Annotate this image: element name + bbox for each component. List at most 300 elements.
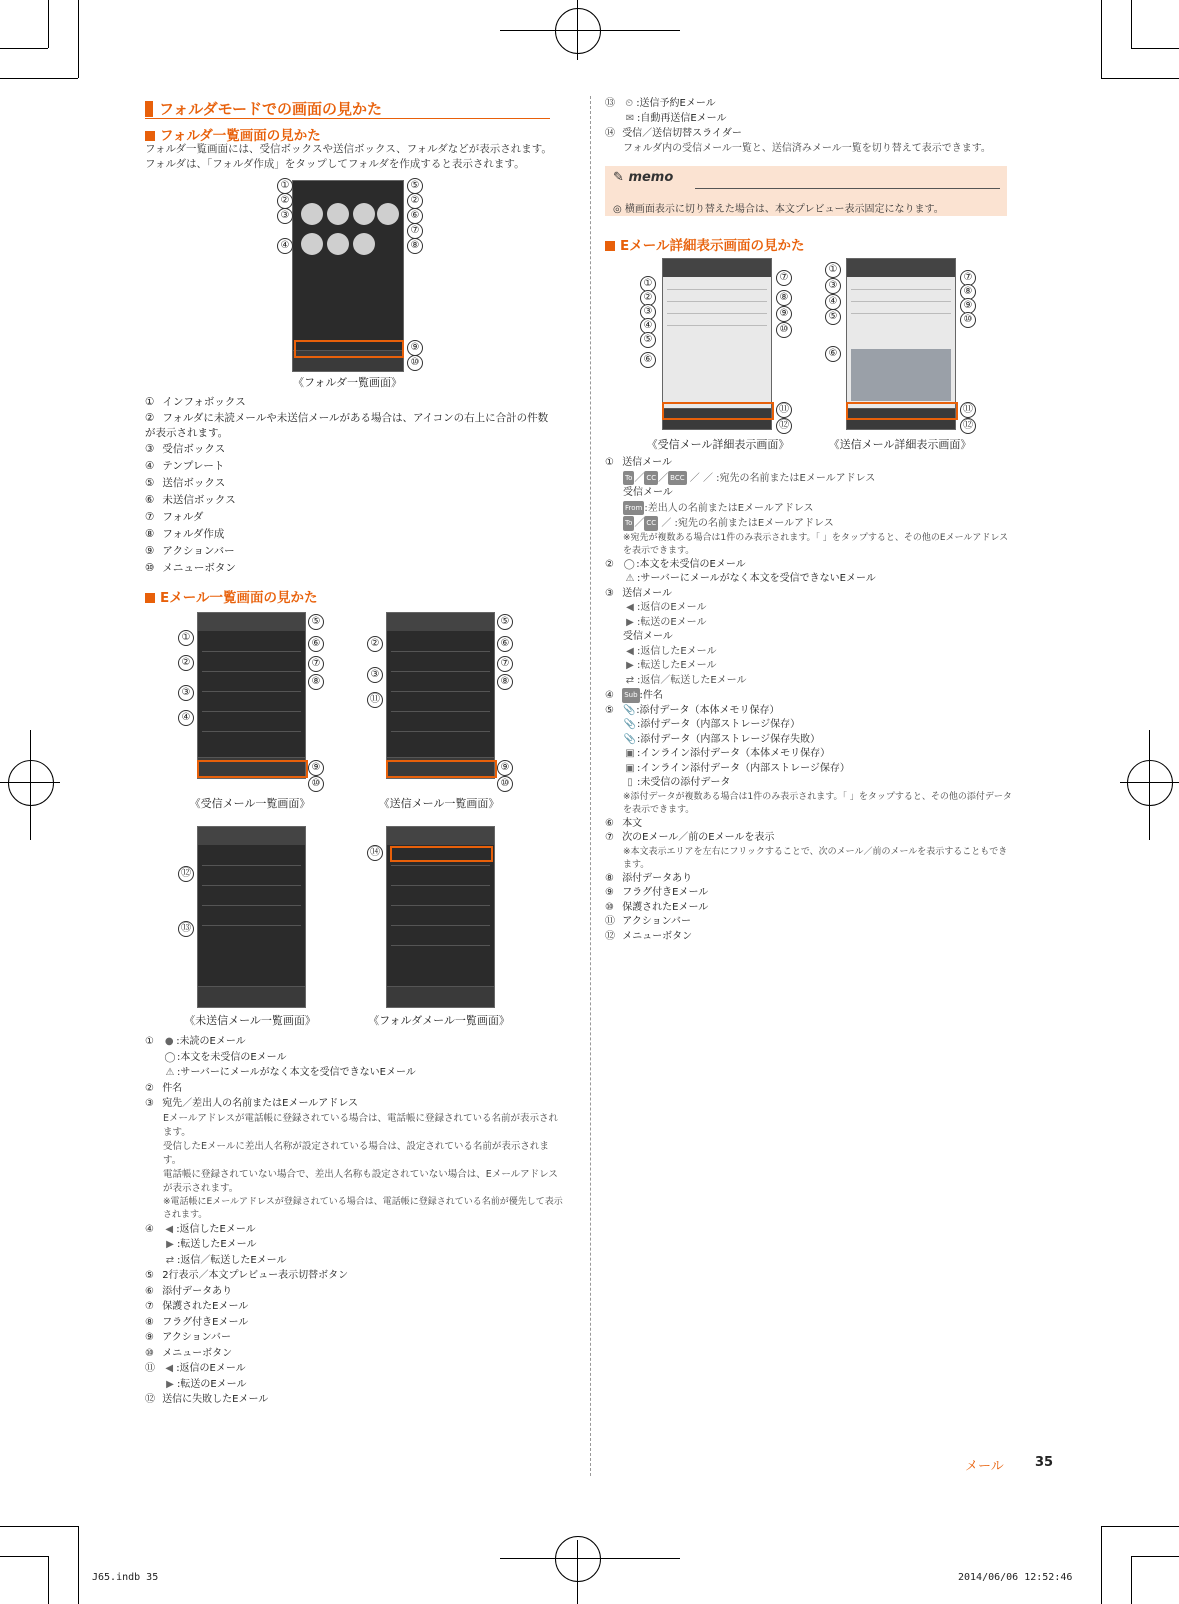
warning-icon: ⚠ — [625, 573, 635, 584]
callout-number: ⑩ — [308, 776, 324, 792]
list-row — [202, 925, 301, 926]
right-top-legend — [605, 96, 1015, 156]
reply-icon: ◀ — [626, 645, 634, 657]
legend-number: ⑪ — [605, 916, 615, 927]
legend-number: ③ — [145, 443, 155, 455]
warning-icon: ⚠ — [165, 1067, 175, 1078]
legend-item — [145, 1284, 565, 1300]
reply-icon: ◀ — [626, 602, 634, 613]
inline-attachment-storage-icon: ▣ — [625, 762, 635, 774]
legend-item — [145, 1361, 565, 1377]
screen-header — [198, 827, 305, 845]
not-received-icon: ◯ — [623, 558, 635, 570]
crop-mark — [1101, 1526, 1102, 1604]
callout-number: ⑤ — [497, 614, 513, 630]
legend-number: ⑩ — [145, 1347, 154, 1359]
legend-text: アクションバー — [162, 545, 235, 557]
reply-forward-icon: ⇄ — [165, 1254, 175, 1266]
callout-number: ⑤ — [308, 614, 324, 630]
list-row — [202, 905, 301, 906]
legend-item — [605, 901, 1015, 916]
legend-number: ② — [145, 412, 155, 424]
legend-number: ⑫ — [145, 1394, 155, 1405]
legend-item — [605, 817, 1015, 832]
callout-number: ⑬ — [178, 921, 194, 937]
legend-text: メニューボタン — [162, 562, 236, 574]
list-row — [202, 731, 301, 732]
legend-item — [145, 509, 555, 526]
legend-subline — [145, 1237, 565, 1253]
legend-number: ⑦ — [605, 832, 614, 843]
detail-row — [667, 289, 767, 290]
registration-line — [577, 1540, 578, 1604]
legend-text: :返信したEメール — [176, 1223, 256, 1235]
legend-text: フォルダに未読メールや未送信メールがある場合は、アイコンの右上に合計の件数が表示されます。 — [145, 412, 549, 439]
crop-mark — [1131, 1556, 1179, 1557]
detail-row — [667, 325, 767, 326]
legend-text: :返信のEメール — [637, 602, 707, 613]
list-row — [391, 905, 490, 906]
list-row — [391, 945, 490, 946]
legend-item — [605, 872, 1015, 887]
callout-number: ⑥ — [640, 352, 656, 368]
inline-attachment-icon: ▣ — [625, 748, 635, 759]
not-received-icon: ◯ — [164, 1051, 176, 1063]
forward-icon: ▶ — [166, 1378, 174, 1390]
legend-subline — [145, 1112, 565, 1222]
folder-icon — [327, 233, 349, 255]
screen-header — [198, 613, 305, 631]
callout-number: ① — [178, 630, 194, 646]
legend-text: 添付データあり — [622, 872, 693, 884]
folder-list-legend — [145, 394, 555, 577]
legend-text: :サーバーにメールがなく本文を受信できないEメール — [177, 1067, 416, 1078]
section-bar — [145, 101, 153, 117]
legend-number: ⑦ — [145, 511, 155, 523]
legend-text: インフォボックス — [162, 396, 246, 408]
bcc-badge: BCC — [668, 471, 686, 486]
screen-header — [387, 613, 494, 631]
page-number: 35 — [1035, 1455, 1054, 1470]
legend-number: ⑥ — [605, 817, 614, 829]
legend-item — [145, 441, 555, 458]
legend-item — [605, 96, 1015, 111]
legend-subtext: 電話帳に登録されていない場合で、差出人名称も設定されていない場合は、Eメールアドレスが表示されます。 — [163, 1168, 558, 1194]
legend-text: アクションバー — [622, 916, 691, 927]
cc-badge: CC — [644, 516, 658, 531]
callout-number: ② — [640, 290, 656, 306]
legend-text: :返信／転送したEメール — [177, 1254, 287, 1266]
crop-mark — [1131, 48, 1179, 49]
legend-text: 未送信ボックス — [162, 494, 236, 506]
legend-number: ④ — [145, 460, 155, 472]
memo-label — [613, 170, 673, 185]
legend-text: :差出人の名前またはEメールアドレス — [644, 502, 814, 514]
figure-caption: 《受信メール一覧画面》 — [189, 797, 311, 810]
callout-number: ⑧ — [407, 238, 423, 254]
callout-number: ④ — [178, 710, 194, 726]
reply-forward-icon: ⇄ — [625, 674, 635, 686]
callout-number: ⑤ — [825, 309, 841, 325]
legend-number: ① — [145, 1036, 154, 1047]
legend-text: 送信に失敗したEメール — [162, 1394, 269, 1405]
legend-number: ⑦ — [145, 1301, 154, 1312]
legend-text: 送信メール — [622, 587, 672, 599]
legend-text: :サーバーにメールがなく本文を受信できないEメール — [637, 573, 876, 584]
to-badge: To — [623, 516, 634, 531]
legend-item — [605, 704, 1015, 719]
legend-item — [605, 886, 1015, 901]
registration-line — [1149, 730, 1150, 840]
callout-number: ⑨ — [776, 306, 792, 322]
legend-text: フラグ付きEメール — [622, 887, 709, 898]
legend-text: :返信のEメール — [176, 1363, 246, 1374]
detail-row — [851, 301, 951, 302]
legend-item — [145, 1096, 565, 1112]
callout-number: ⑨ — [960, 298, 976, 314]
auto-resend-icon: ✉ — [625, 113, 635, 124]
figure-caption: 《フォルダメール一覧画面》 — [368, 1014, 510, 1027]
chapter-label: メール — [965, 1459, 1004, 1474]
crop-mark — [48, 1556, 49, 1604]
legend-text: 宛先／差出人の名前またはEメールアドレス — [162, 1098, 359, 1109]
callout-number: ③ — [367, 667, 383, 683]
legend-text: :転送のEメール — [177, 1378, 247, 1390]
legend-text: :件名 — [639, 690, 663, 701]
legend-number: ⑧ — [145, 1316, 154, 1328]
legend-item — [145, 492, 555, 509]
detail-row — [851, 289, 951, 290]
legend-note: ※添付データが複数ある場合は1件のみ表示されます。「 」をタップすると、その他の添付データを表示できます。 — [623, 791, 1012, 815]
legend-text: :添付データ（本体メモリ保存） — [636, 704, 780, 716]
legend-number: ⑩ — [605, 901, 614, 913]
legend-item — [145, 1299, 565, 1315]
legend-item — [605, 126, 1015, 141]
callout-number: ⑦ — [407, 223, 423, 239]
legend-subline — [605, 616, 1015, 631]
legend-subline — [145, 1065, 565, 1081]
legend-item — [145, 394, 555, 411]
callout-number: ⑪ — [776, 402, 792, 418]
legend-item — [145, 458, 555, 475]
legend-text: :添付データ（内部ストレージ保存失敗） — [637, 733, 821, 745]
callout-frame — [662, 402, 774, 420]
legend-item — [605, 558, 1015, 573]
legend-text: 送信ボックス — [162, 477, 226, 489]
callout-number: ⑥ — [497, 636, 513, 652]
crop-mark — [78, 1526, 79, 1604]
callout-number: ③ — [178, 685, 194, 701]
folder-list-desc — [145, 142, 555, 172]
legend-item — [605, 587, 1015, 602]
legend-subline — [605, 762, 1015, 777]
cc-badge: CC — [644, 471, 658, 486]
legend-subline — [605, 718, 1015, 733]
crop-mark — [1101, 0, 1102, 78]
detail-title — [605, 234, 804, 254]
callout-number: ⑩ — [497, 776, 513, 792]
attachment-storage-icon: 📎 — [623, 719, 637, 730]
callout-number: ④ — [825, 294, 841, 310]
file-slug: J65.indb 35 — [92, 1572, 159, 1583]
legend-note: ※電話帳にEメールアドレスが登録されている場合は、電話帳に登録されている名前が優先して表示されます。 — [163, 1196, 563, 1220]
legend-text: 保護されたEメール — [622, 901, 709, 913]
folder-create-icon — [353, 233, 375, 255]
unread-icon: ● — [164, 1036, 174, 1047]
figure-caption: 《送信メール詳細表示画面》 — [828, 438, 972, 451]
list-row — [202, 885, 301, 886]
screen-header — [387, 827, 494, 845]
callout-number: ③ — [640, 304, 656, 320]
legend-note: ※宛先が複数ある場合は1件のみ表示されます。「 」をタップすると、その他のEメールアドレスを表示できます。 — [623, 532, 1009, 556]
legend-number: ④ — [145, 1223, 154, 1235]
callout-number: ⑦ — [960, 270, 976, 286]
legend-text: :未受信の添付データ — [637, 777, 731, 788]
legend-subline — [605, 572, 1015, 587]
legend-text: :送信予約Eメール — [636, 98, 716, 109]
legend-text: :添付データ（内部ストレージ保存） — [637, 719, 801, 730]
desc-line: フォルダは、「フォルダ作成」をタップしてフォルダを作成すると表示されます。 — [145, 158, 525, 170]
legend-item — [605, 915, 1015, 930]
column-divider — [590, 96, 591, 1476]
pencil-icon: ✎ — [613, 170, 624, 185]
list-row — [391, 691, 490, 692]
list-row — [202, 691, 301, 692]
list-row — [391, 711, 490, 712]
callout-number: ⑪ — [367, 692, 383, 708]
legend-subline — [605, 111, 1015, 126]
legend-item — [145, 411, 555, 441]
legend-text: :転送のEメール — [637, 616, 707, 628]
inline-image — [851, 349, 951, 401]
list-row — [391, 865, 490, 866]
legend-subline — [605, 733, 1015, 748]
square-bullet — [145, 131, 155, 141]
scheduled-send-icon: ⏲ — [625, 98, 634, 109]
inbox-list-screenshot — [197, 612, 306, 779]
legend-number: ⑬ — [605, 98, 615, 109]
legend-number: ⑪ — [145, 1363, 155, 1374]
crop-mark — [0, 48, 48, 49]
figure-caption: 《送信メール一覧画面》 — [378, 797, 500, 810]
callout-number: ⑦ — [776, 270, 792, 286]
list-row — [202, 711, 301, 712]
callout-number: ⑩ — [960, 312, 976, 328]
crop-mark — [0, 78, 78, 79]
list-row — [202, 651, 301, 652]
legend-item — [145, 1392, 565, 1408]
callout-number: ⑩ — [776, 322, 792, 338]
registration-mark — [1127, 760, 1173, 806]
crop-mark — [0, 1556, 48, 1557]
section-underline — [145, 118, 550, 119]
forward-icon: ▶ — [626, 616, 634, 628]
legend-text: アクションバー — [162, 1332, 231, 1343]
legend-subtext: 受信メール — [623, 631, 673, 642]
callout-number: ⑧ — [497, 674, 513, 690]
legend-text: 件名 — [162, 1082, 183, 1094]
callout-frame — [197, 760, 308, 778]
callout-number: ③ — [825, 278, 841, 294]
callout-number: ② — [178, 655, 194, 671]
callout-number: ⑨ — [308, 760, 324, 776]
legend-note: ※本文表示エリアを左右にフリックすることで、次のメール／前のメールを表示することもできます。 — [623, 846, 1008, 870]
legend-text: :本文を未受信のEメール — [636, 558, 746, 570]
legend-number: ⑤ — [145, 477, 155, 489]
callout-frame — [386, 760, 497, 778]
crop-mark — [78, 0, 79, 78]
legend-number: ⑥ — [145, 494, 155, 506]
legend-text: フォルダ作成 — [162, 528, 225, 540]
legend-number: ⑤ — [605, 704, 614, 716]
forward-icon: ▶ — [626, 660, 634, 671]
legend-subline — [605, 776, 1015, 791]
action-bar — [387, 986, 494, 1007]
screen-header — [847, 259, 955, 277]
unsent-list-screenshot — [197, 826, 306, 1008]
memo-label-text: memo — [628, 170, 674, 185]
legend-text: フォルダ — [162, 511, 204, 523]
legend-number: ① — [605, 457, 614, 468]
legend-subtext: 受信したEメールに差出人名称が設定されている場合は、設定されている名前が表示されます。 — [163, 1140, 549, 1166]
list-row — [391, 925, 490, 926]
legend-subline — [605, 659, 1015, 674]
section-title — [145, 98, 382, 119]
legend-text: :インライン添付データ（内部ストレージ保存） — [637, 762, 850, 774]
detail-row — [667, 313, 767, 314]
registration-mark — [8, 760, 54, 806]
memo-text: ◎ 横画面表示に切り替えた場合は、本文プレビュー表示固定になります。 — [613, 204, 944, 215]
registration-line — [30, 730, 31, 840]
legend-number: ⑥ — [145, 1285, 154, 1297]
legend-number: ⑨ — [145, 1332, 154, 1343]
callout-number: ⑪ — [960, 402, 976, 418]
callout-number: ① — [640, 276, 656, 292]
legend-subline — [605, 747, 1015, 762]
legend-number: ④ — [605, 690, 614, 701]
legend-number: ⑭ — [605, 128, 615, 139]
attachment-failed-icon: 📎 — [623, 733, 637, 745]
callout-number: ⑤ — [640, 332, 656, 348]
legend-number: ③ — [605, 587, 614, 599]
legend-subtext: Eメールアドレスが電話帳に登録されている場合は、電話帳に登録されている名前が表示されます。 — [163, 1112, 559, 1138]
to-badge: To — [623, 471, 634, 486]
folder-list-title — [145, 124, 321, 144]
callout-number: ⑭ — [367, 845, 383, 861]
crop-mark — [1101, 78, 1179, 79]
legend-item — [145, 1315, 565, 1331]
legend-text: メニューボタン — [622, 930, 693, 942]
legend-number: ⑩ — [145, 562, 155, 574]
callout-frame — [294, 340, 404, 358]
legend-number: ① — [145, 396, 155, 408]
legend-text: メニューボタン — [162, 1347, 233, 1359]
legend-subline — [605, 674, 1015, 689]
registration-line — [577, 0, 578, 60]
legend-text: 本文 — [622, 817, 643, 829]
legend-text: :返信したEメール — [637, 645, 717, 657]
crop-mark — [0, 1526, 78, 1527]
legend-item — [145, 543, 555, 560]
legend-text: :転送したEメール — [177, 1239, 257, 1250]
memo-rule — [695, 188, 1000, 189]
legend-item — [605, 688, 1015, 704]
legend-item — [145, 1081, 565, 1097]
registration-mark — [555, 8, 601, 54]
legend-subtext: フォルダ内の受信メール一覧と、送信済みメール一覧を切り替えて表示できます。 — [623, 143, 991, 154]
callout-frame — [846, 402, 958, 420]
legend-subtext: 受信メール — [623, 487, 673, 498]
detail-title-text: Eメール詳細表示画面の見かた — [620, 238, 805, 254]
crop-mark — [1131, 1556, 1132, 1604]
list-row — [391, 885, 490, 886]
legend-number: ⑨ — [145, 545, 155, 557]
callout-number: ⑩ — [407, 355, 423, 371]
legend-number: ③ — [145, 1098, 154, 1109]
legend-subline: To ／ CC ／ :宛先の名前またはEメールアドレス — [625, 518, 834, 529]
email-list-title-text: Eメール一覧画面の見かた — [160, 590, 318, 606]
legend-text: フラグ付きEメール — [162, 1316, 249, 1328]
desc-line: フォルダ一覧画面には、受信ボックスや送信ボックス、フォルダなどが表示されます。 — [145, 143, 552, 155]
legend-subline: To ／ CC ／ BCC ／ ／ :宛先の名前またはEメールアドレス — [625, 472, 876, 484]
square-bullet — [605, 241, 615, 251]
legend-text: 添付データあり — [162, 1285, 233, 1297]
legend-subline — [145, 1253, 565, 1269]
legend-subline — [145, 1050, 565, 1066]
folder-list-title-text: フォルダ一覧画面の見かた — [160, 128, 321, 144]
crop-mark — [1101, 1526, 1179, 1527]
inbox-icon — [327, 203, 349, 225]
registration-line — [500, 1558, 680, 1559]
callout-number: ① — [277, 178, 293, 194]
legend-text: :返信／転送したEメール — [637, 674, 747, 686]
registration-line — [500, 30, 680, 31]
callout-number: ⑦ — [497, 656, 513, 672]
legend-text: :インライン添付データ（本体メモリ保存） — [637, 748, 831, 759]
legend-text: テンプレート — [162, 460, 225, 472]
legend-item — [145, 1034, 565, 1050]
legend-item — [145, 1268, 565, 1284]
legend-item — [605, 456, 1015, 471]
unsent-icon — [377, 203, 399, 225]
legend-text: ／ ／ :宛先の名前またはEメールアドレス — [686, 472, 876, 484]
callout-frame — [390, 846, 493, 862]
legend-text: 2行表示／本文プレビュー表示切替ボタン — [162, 1270, 349, 1281]
legend-subline — [605, 645, 1015, 660]
reply-icon: ◀ — [165, 1363, 174, 1374]
legend-subline — [605, 501, 1015, 517]
detail-row — [667, 301, 767, 302]
infobox-icon — [301, 203, 323, 225]
callout-number: ⑥ — [825, 346, 841, 362]
legend-item — [145, 1330, 565, 1346]
square-bullet — [145, 593, 155, 603]
legend-number: ⑤ — [145, 1270, 154, 1281]
callout-number: ⑫ — [960, 418, 976, 434]
forward-icon: ▶ — [166, 1239, 174, 1250]
list-row — [391, 651, 490, 652]
outbox-icon — [353, 203, 375, 225]
action-bar — [198, 986, 305, 1007]
crop-mark — [1131, 0, 1132, 48]
legend-text: ／ :宛先の名前またはEメールアドレス — [658, 518, 834, 529]
detail-legend — [605, 456, 1015, 944]
legend-item — [145, 1222, 565, 1238]
callout-number: ⑤ — [407, 178, 423, 194]
crop-mark — [48, 0, 49, 48]
callout-number: ① — [825, 262, 841, 278]
callout-number: ⑦ — [308, 656, 324, 672]
